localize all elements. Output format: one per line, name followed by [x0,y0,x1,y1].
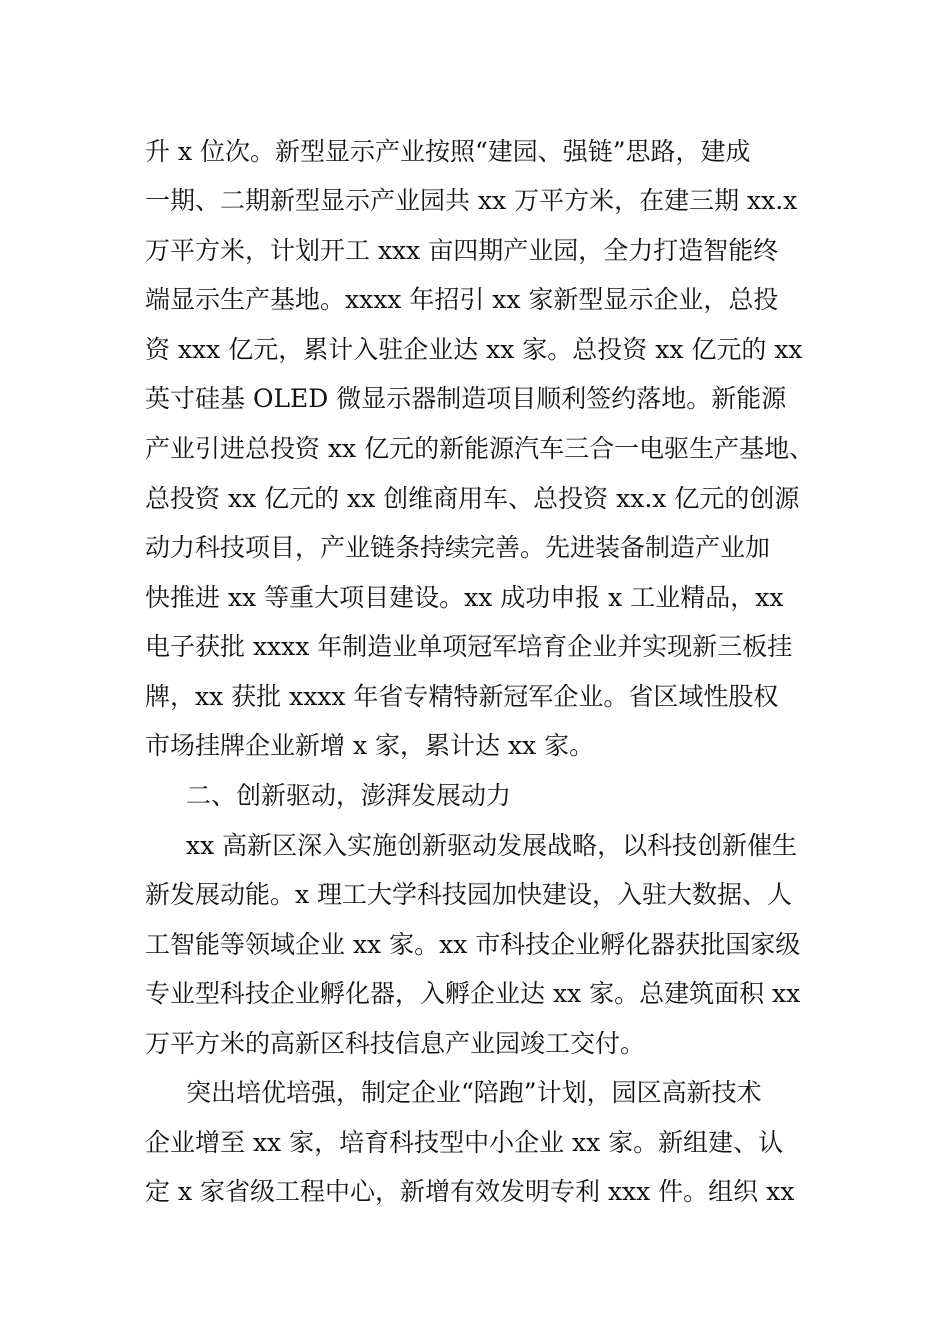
paragraph-line: 突出培优培强，制定企业“陪跑”计划，园区高新技术 [186,1078,762,1107]
section-heading: 二、创新驱动，澎湃发展动力 [186,781,512,810]
paragraph-line: 电子获批 xxxx 年制造业单项冠军培育企业并实现新三板挂 [145,632,793,661]
paragraph-line: 动力科技项目，产业链条持续完善。先进装备制造产业加 [145,533,771,562]
paragraph-line: 总投资 xx 亿元的 xx 创维商用车、总投资 xx.x 亿元的创源 [145,484,800,513]
paragraph-line: 企业增至 xx 家，培育科技型中小企业 xx 家。新组建、认 [145,1128,784,1157]
paragraph-line: 定 x 家省级工程中心，新增有效发明专利 xxx 件。组织 xx [145,1177,795,1206]
paragraph-line: 市场挂牌企业新增 x 家，累计达 xx 家。 [145,731,595,760]
paragraph-line: 产业引进总投资 xx 亿元的新能源汽车三合一电驱生产基地、 [145,434,815,463]
paragraph-line: 端显示生产基地。xxxx 年招引 xx 家新型显示企业，总投 [145,285,779,314]
paragraph-line: 牌，xx 获批 xxxx 年省专精特新冠军企业。省区域性股权 [145,682,779,711]
paragraph-line: 资 xxx 亿元，累计入驻企业达 xx 家。总投资 xx 亿元的 xx [145,335,803,364]
paragraph-line: 一期、二期新型显示产业园共 xx 万平方米，在建三期 xx.x [145,186,798,215]
paragraph-line: 英寸硅基 OLED 微显示器制造项目顺利签约落地。新能源 [145,384,787,413]
paragraph-line: 快推进 xx 等重大项目建设。xx 成功申报 x 工业精品，xx [145,583,784,612]
paragraph-line: 专业型科技企业孵化器，入孵企业达 xx 家。总建筑面积 xx [145,979,801,1008]
paragraph-line: 升 x 位次。新型显示产业按照“建园、强链”思路，建成 [145,137,751,166]
paragraph-line: xx 高新区深入实施创新驱动发展战略，以科技创新催生 [186,831,798,860]
paragraph-line: 新发展动能。x 理工大学科技园加快建设，入驻大数据、人 [145,880,793,909]
paragraph-line: 万平方米，计划开工 xxx 亩四期产业园，全力打造智能终 [145,236,779,265]
paragraph-line: 工智能等领域企业 xx 家。xx 市科技企业孵化器获批国家级 [145,930,801,959]
paragraph-line: 万平方米的高新区科技信息产业园竣工交付。 [145,1029,646,1058]
